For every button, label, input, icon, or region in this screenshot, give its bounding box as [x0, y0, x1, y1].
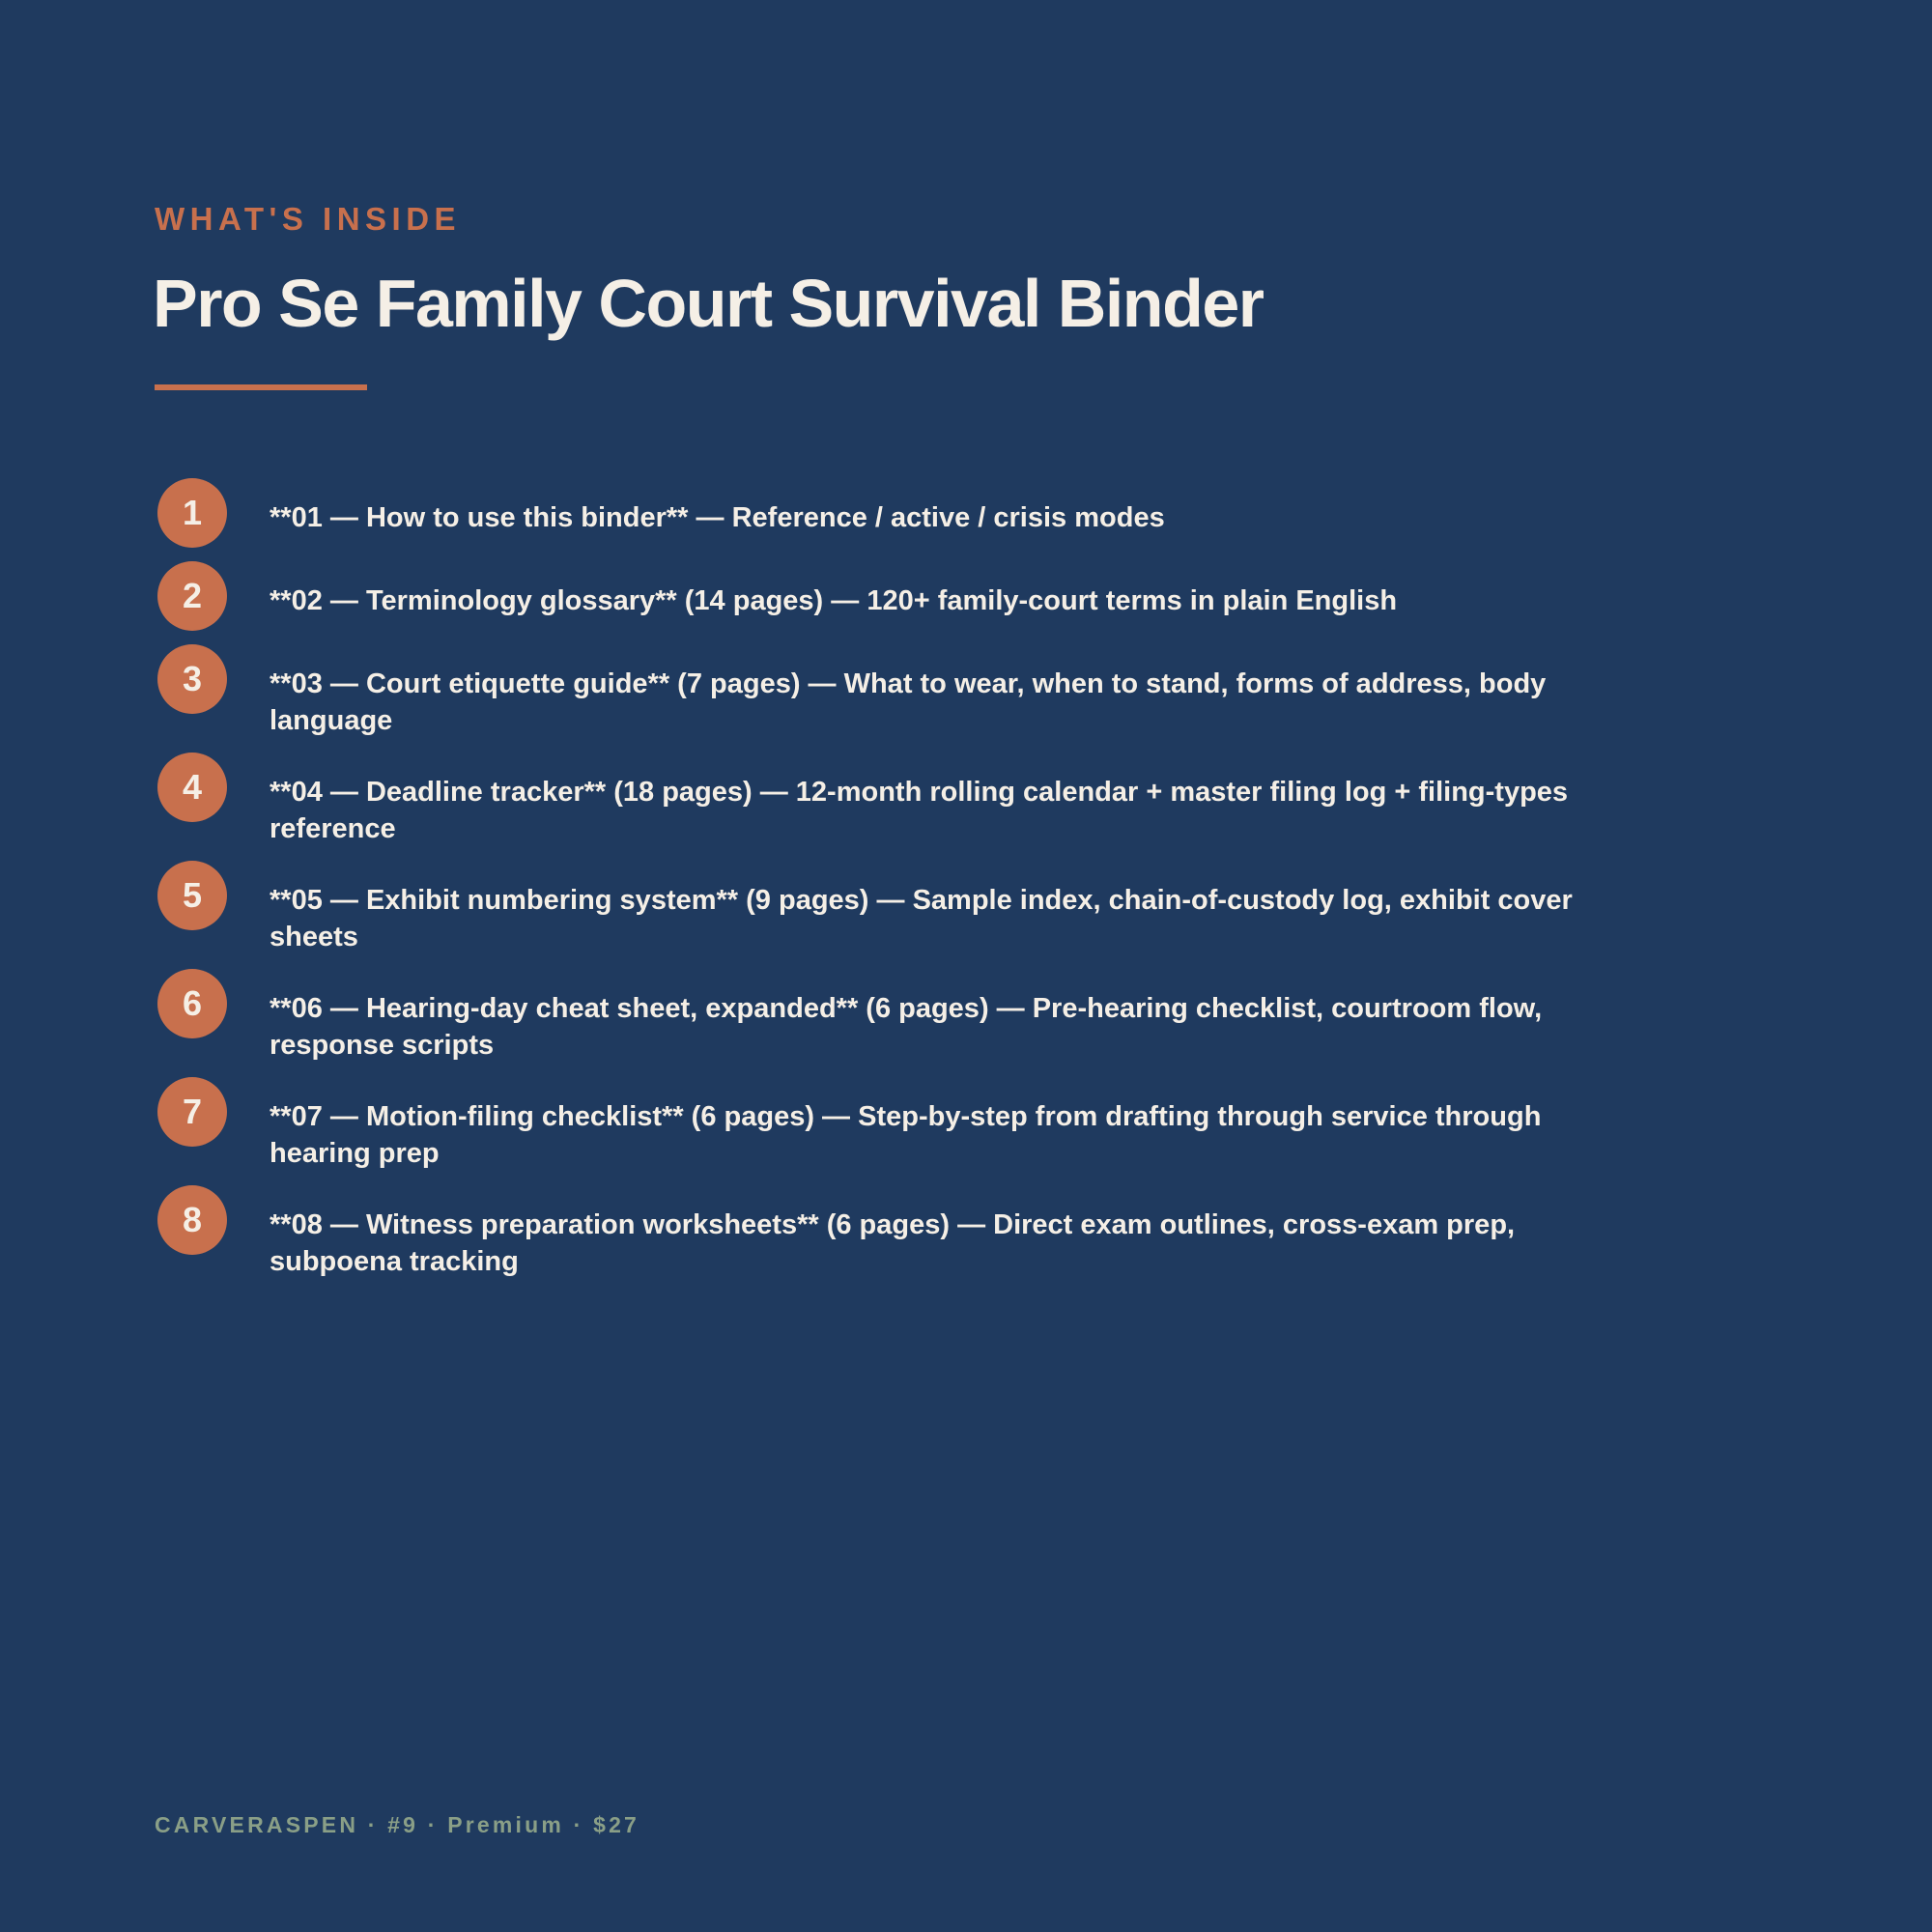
list-item [157, 1077, 1626, 1172]
item-description: **03 — Court etiquette guide** (7 pages) — What to wear, when to stand, forms of address, body language [270, 668, 1547, 736]
item-number-badge: 8 [157, 1185, 227, 1255]
list-item [157, 644, 1626, 739]
item-number-badge: 1 [157, 478, 227, 548]
item-number-badge: 5 [157, 861, 227, 930]
item-description: **08 — Witness preparation worksheets** (6 pages) — Direct exam outlines, cross-exam prep, subpoena tracking [270, 1209, 1516, 1277]
item-number-badge: 4 [157, 753, 227, 822]
title-accent-rule [155, 384, 367, 390]
section-eyebrow: WHAT'S INSIDE [155, 201, 462, 237]
item-description: **05 — Exhibit numbering system** (9 pages) — Sample index, chain-of-custody log, exhibit cover sheets [270, 885, 1573, 952]
item-description: **07 — Motion-filing checklist** (6 pages) — Step-by-step from drafting through service through hearing prep [270, 1101, 1542, 1169]
list-item [157, 561, 1626, 631]
list-item [157, 1185, 1626, 1280]
list-item [157, 969, 1626, 1064]
item-number-badge: 2 [157, 561, 227, 631]
list-item [157, 478, 1626, 548]
item-description: **01 — How to use this binder** — Reference / active / crisis modes [270, 502, 1165, 533]
list-item [157, 861, 1626, 955]
list-item [157, 753, 1626, 847]
item-number-badge: 3 [157, 644, 227, 714]
item-number-badge: 6 [157, 969, 227, 1038]
item-description: **04 — Deadline tracker** (18 pages) — 12-month rolling calendar + master filing log + filing-types reference [270, 777, 1569, 844]
item-description: **06 — Hearing-day cheat sheet, expanded** (6 pages) — Pre-hearing checklist, courtroom flow, response scripts [270, 993, 1543, 1061]
contents-list [157, 478, 1626, 1293]
page-title: Pro Se Family Court Survival Binder [153, 266, 1264, 341]
item-description: **02 — Terminology glossary** (14 pages) — 120+ family-court terms in plain English [270, 585, 1398, 616]
footer-brand-line: CARVERASPEN · #9 · Premium · $27 [155, 1812, 640, 1837]
item-number-badge: 7 [157, 1077, 227, 1147]
